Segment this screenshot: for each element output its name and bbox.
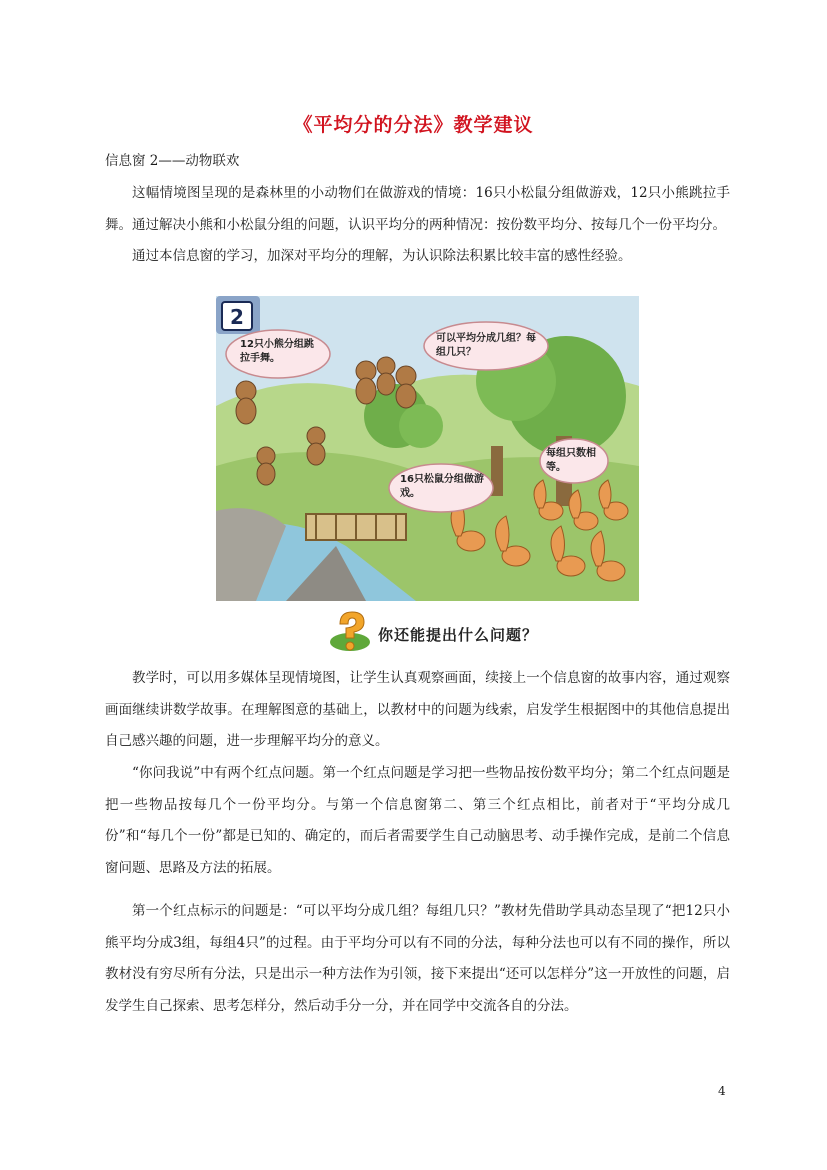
paragraph-red-points: “你问我说”中有两个红点问题。第一个红点问题是学习把一些物品按份数平均分；第二个红点问题是把一些物品按每几个一份平均分。与第一个信息窗第二、第三个红点相比，前者对于“平均分成几份”和“每几个一份”都是已知的、确定的，而后者需要学生自己动脑思考、动手操作完成，是前二个信息窗问题、思路及方法的拓展。 <box>105 765 730 876</box>
question-mark-icon <box>326 610 374 654</box>
bubble-equal: 每组只数相等。 <box>546 448 596 473</box>
bubble-squirrels: 16只松鼠分组做游戏。 <box>400 474 484 499</box>
question-prompt-text: 你还能提出什么问题？ <box>378 626 539 644</box>
window-number: 2 <box>230 305 244 329</box>
paragraph-first-red-point: 第一个红点标示的问题是：“可以平均分成几组？每组几只？”教材先借助学具动态呈现了“把12只小熊平均分成3组，每组4只”的过程。由于平均分可以有不同的分法，每种分法也可以有不同的操作，所以教材没有穷尽所有分法，只是出示一种方法作为引领，接下来提出“还可以怎样分”这一开放性的问题，启发学生自己探索、思考怎样分，然后动手分一分，并在同学中交流各自的分法。 <box>105 903 730 1014</box>
scene-illustration <box>216 296 639 601</box>
document-title: 《平均分的分法》教学建议 <box>293 114 534 136</box>
paragraph-teaching: 教学时，可以用多媒体呈现情境图，让学生认真观察画面，续接上一个信息窗的故事内容，通过观察画面继续讲数学故事。在理解图意的基础上，以教材中的问题为线索，启发学生根据图中的其他信息提出自己感兴趣的问题，进一步理解平均分的意义。 <box>105 670 730 749</box>
bubble-question: 可以平均分成几组？每组几只？ <box>436 333 536 358</box>
page-number: 4 <box>718 1084 726 1098</box>
question-prompt-row <box>326 610 626 654</box>
bubble-bears: 12只小熊分组跳拉手舞。 <box>240 339 314 364</box>
paragraph-intro: 这幅情境图呈现的是森林里的小动物们在做游戏的情境：16只小松鼠分组做游戏，12只小熊跳拉手舞。通过解决小熊和小松鼠分组的问题，认识平均分的两种情况：按份数平均分、按每几个一份平均分。 <box>105 185 730 233</box>
paragraph-goal: 通过本信息窗的学习，加深对平均分的理解，为认识除法积累比较丰富的感性经验。 <box>132 248 632 264</box>
subtitle: 信息窗 2——动物联欢 <box>105 153 240 169</box>
